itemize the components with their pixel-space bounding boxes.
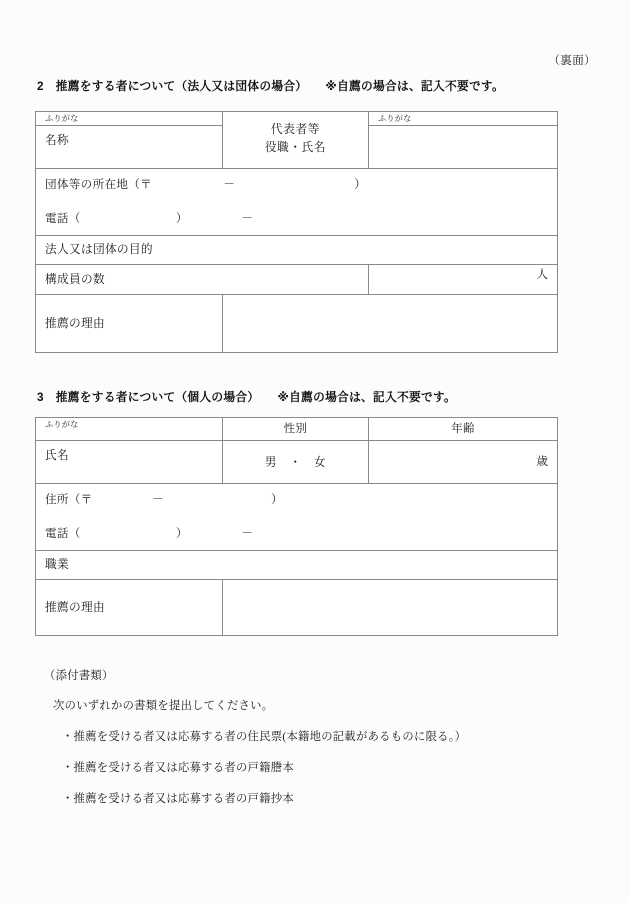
gender-header-cell <box>223 418 369 441</box>
corporate-representative-header-cell <box>223 112 369 169</box>
individual-name-label: 氏名 <box>45 449 69 463</box>
individual-name-furigana-cell[interactable] <box>36 418 223 441</box>
section-2-heading: 2 推薦をする者について（法人又は団体の場合） ※自薦の場合は、記入不要です。 <box>37 80 504 93</box>
corporate-phone-line: 電話（ ） － <box>45 212 254 226</box>
table-row <box>36 580 558 636</box>
furigana-label: ふりがな <box>378 114 412 123</box>
age-header-cell <box>369 418 558 441</box>
individual-address-cell[interactable] <box>36 484 558 551</box>
gender-option-cell[interactable] <box>223 441 369 484</box>
members-count-input-cell[interactable] <box>369 265 558 295</box>
representative-name-input-cell[interactable] <box>369 126 558 169</box>
section-3-heading: 3 推薦をする者について（個人の場合） ※自薦の場合は、記入不要です。 <box>37 391 457 404</box>
corporate-name-furigana-cell[interactable] <box>36 112 223 126</box>
corporate-recommender-table <box>35 111 558 353</box>
table-row <box>36 295 558 353</box>
corporate-reason-label-cell <box>36 295 223 353</box>
corporate-address-line: 団体等の所在地（〒 － ） <box>45 178 367 192</box>
individual-name-cell[interactable] <box>36 441 223 484</box>
age-unit: 歳 <box>536 456 548 469</box>
members-count-label-cell <box>36 265 369 295</box>
representative-label <box>223 112 368 157</box>
individual-reason-label: 推薦の理由 <box>45 600 105 614</box>
table-row <box>36 236 558 265</box>
table-row <box>36 484 558 551</box>
gender-header-label: 性別 <box>283 423 308 435</box>
attachment-item: ・推薦を受ける者又は応募する者の戸籍謄本 <box>62 762 294 774</box>
furigana-label: ふりがな <box>45 114 79 123</box>
corporate-reason-label: 推薦の理由 <box>45 316 105 330</box>
members-count-label: 構成員の数 <box>45 272 105 286</box>
attachment-item: ・推薦を受ける者又は応募する者の戸籍抄本 <box>62 793 294 805</box>
table-row <box>36 441 558 484</box>
table-row <box>36 112 558 126</box>
corporate-address-cell[interactable] <box>36 169 558 236</box>
corporate-name-cell[interactable] <box>36 126 223 169</box>
table-row <box>36 551 558 580</box>
table-row <box>36 418 558 441</box>
representative-label-line2: 役職・氏名 <box>264 141 327 155</box>
age-input-cell[interactable] <box>369 441 558 484</box>
members-count-unit: 人 <box>536 269 548 282</box>
attachments-intro: 次のいずれかの書類を提出してください。 <box>53 700 274 712</box>
corporate-purpose-label: 法人又は団体の目的 <box>45 243 153 257</box>
age-header-label: 年齢 <box>451 423 475 435</box>
attachments-block <box>44 667 466 821</box>
furigana-label: ふりがな <box>45 420 79 429</box>
individual-recommender-table <box>35 417 558 636</box>
occupation-cell[interactable] <box>36 551 558 580</box>
attachments-title: （添付書類） <box>44 670 114 682</box>
table-row <box>36 265 558 295</box>
back-side-label: （裏面） <box>548 55 596 67</box>
table-row <box>36 169 558 236</box>
attachment-item: ・推薦を受ける者又は応募する者の住民票(本籍地の記載があるものに限る。） <box>62 731 467 743</box>
occupation-label: 職業 <box>45 558 69 572</box>
corporate-name-label: 名称 <box>45 134 69 148</box>
representative-label-line1: 代表者等 <box>270 123 321 136</box>
individual-phone-line: 電話（ ） － <box>45 527 254 541</box>
gender-options: 男 ・ 女 <box>264 456 327 470</box>
individual-reason-label-cell <box>36 580 223 636</box>
corporate-reason-input-cell[interactable] <box>223 295 558 353</box>
corporate-purpose-cell[interactable] <box>36 236 558 265</box>
individual-address-line: 住所（〒 － ） <box>45 493 283 507</box>
representative-furigana-cell[interactable] <box>369 112 558 126</box>
individual-reason-input-cell[interactable] <box>223 580 558 636</box>
